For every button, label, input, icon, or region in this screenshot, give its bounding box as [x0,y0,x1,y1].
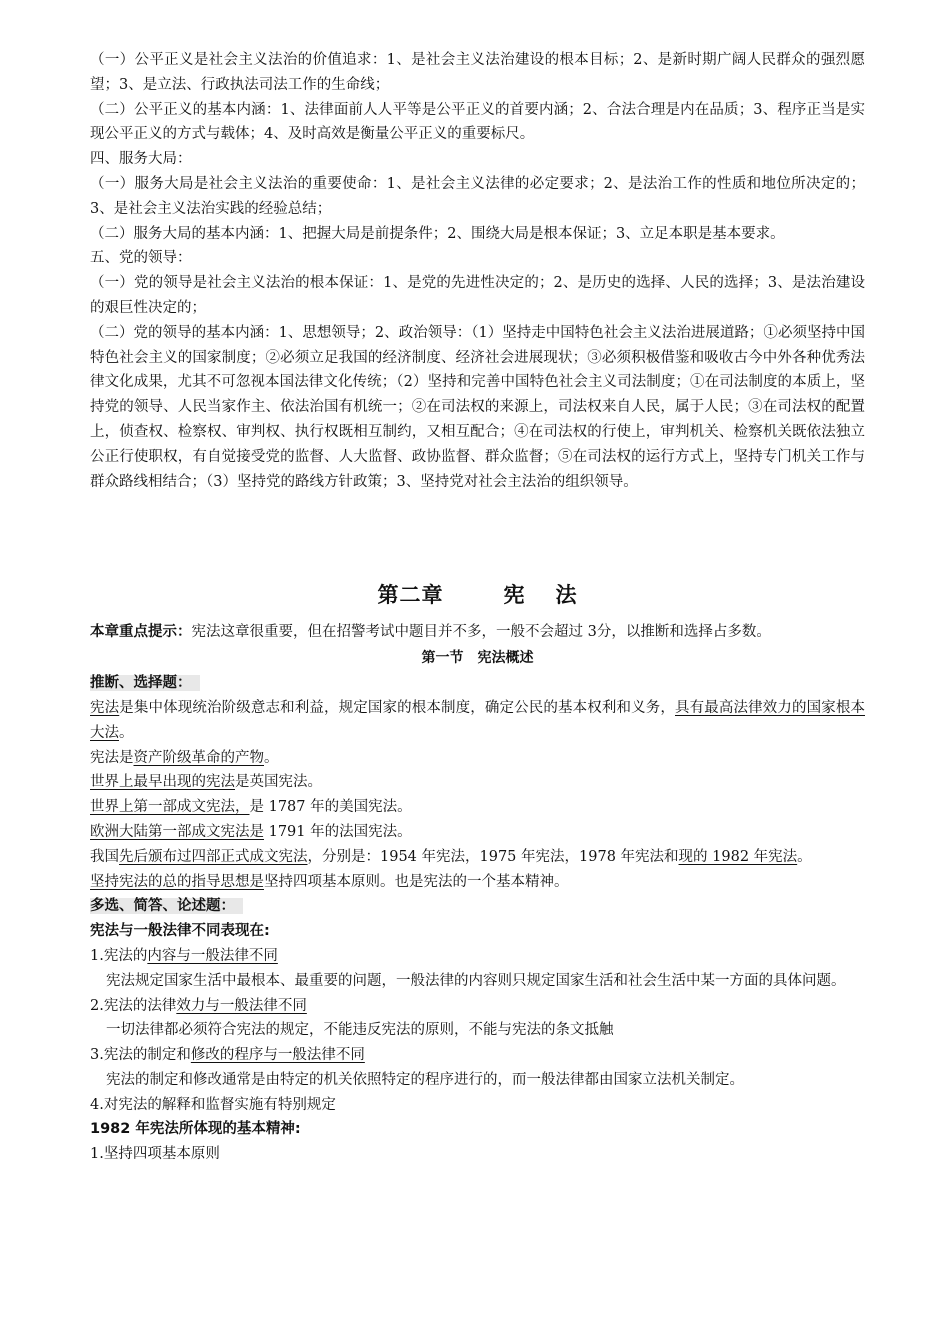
paragraph-serve-content: （二）服务大局的基本内涵：1、把握大局是前提条件；2、围绕大局是根本保证；3、立足本职是基本要求。 [90,225,785,242]
diff-item-1 [90,944,865,969]
text: 是集中体现统治阶级意志和利益，规定国家的根本制度，确定公民的基本权利和义务， [119,699,675,716]
underlined-text: 具有最高法律效力的国家根本大法 [90,699,865,741]
diff-heading: 宪法与一般法律不同表现在: [90,923,270,940]
underlined-text: 先后颁布过四部正式成文宪法 [119,848,308,865]
diff-item-1-text: 宪法规定国家生活中最根本、最重要的问题，一般法律的内容则只规定国家生活和社会生活中某一方面的具体问题。 [106,972,846,989]
diff-item-4: 4.对宪法的解释和监督实施有特别规定 [90,1096,336,1113]
diff-item-2 [90,994,865,1019]
judge-line-2 [90,746,865,771]
paragraph-party-guarantee: （一）党的领导是社会主义法治的根本保证：1、是党的先进性决定的；2、是历史的选择、人民的选择；3、是法治建设的艰巨性决定的； [90,275,865,316]
underlined-text: 内容与一般法律不同 [147,947,278,964]
heading-serve-overall: 四、服务大局： [90,151,192,168]
underlined-text: 效力与一般法律不同 [176,997,307,1014]
diff-item-3 [90,1043,865,1068]
text: ，分别是：1954 年宪法，1975 年宪法，1978 年宪法和 [307,848,679,865]
underlined-text: 资产阶级革命的产物 [133,749,264,766]
judge-line-1 [90,696,865,746]
text: 1791 年的法国宪法。 [264,823,412,840]
spirit-heading: 1982 年宪法所体现的基本精神: [90,1121,301,1138]
diff-item-3-text: 宪法的制定和修改通常是由特定的机关依照特定的程序进行的，而一般法律都由国家立法机关制定。 [106,1071,744,1088]
underlined-text: 修改的程序与一般法律不同 [190,1047,365,1064]
text: 是英国宪法。 [235,774,322,791]
paragraph-fairness-content: （二）公平正义的基本内涵：1、法律面前人人平等是公平正义的首要内涵；2、合法合理是内在品质；3、程序正当是实现公平正义的方式与载体；4、及时高效是衡量公平正义的重要标尺。 [90,101,865,143]
text: 1.宪法的 [90,947,148,964]
underlined-text: 宪法 [90,699,120,716]
multi-label: 多选、简答、论述题： [90,898,243,914]
chapter-word-2: 法 [555,583,578,608]
underlined-text: 坚持宪法的总的指导思想是 [90,873,264,890]
chapter-number: 第二章 [377,583,444,608]
text: 宪法是 [90,749,134,766]
text: 3.宪法的制定和 [90,1047,191,1064]
chapter-tip [90,620,865,645]
paragraph-party-content: （二）党的领导的基本内涵：1、思想领导；2、政治领导：（1）坚持走中国特色社会主义法治进展道路；①必须坚持中国特色社会主义的国家制度；②必须立足我国的经济制度、经济社会进展现状；③必须积极借鉴和吸收古今中外各种优秀法律文化成果，尤其不可忽视本国法律文化传统；（2）坚持和完善中国特色社会主义司法制度；①在司法制度的本质上，坚持党的领导、人民当家作主、依法治国有机统一；②在司法权的来源上，司法权来自人民，属于人民；③在司法权的配置上，侦查权、检察权、审判权、执行权既相互制约，又相互配合；④在司法权的行使上，审判机关、检察机关既依法独立公正行使职权，有自觉接受党的监督、人大监督、政协监督、群众监督；⑤在司法权的运行方式上，坚持专门机关工作与群众路线相结合；（3）坚持党的路线方针政策；3、坚持党对社会主法治的组织领导。 [90,324,865,490]
judge-heading [90,671,865,696]
chapter-title [90,578,865,612]
underlined-text: 世界上第一部成文宪法， [90,799,250,816]
text: 2.宪法的法律 [90,997,177,1014]
judge-line-4 [90,795,865,820]
judge-line-6 [90,845,865,870]
paragraph-fairness-pursuit: （一）公平正义是社会主义法治的价值追求：1、是社会主义法治建设的根本目标；2、是新时期广阔人民群众的强烈愿望；3、是立法、行政执法司法工作的生命线； [90,52,865,93]
judge-line-7 [90,870,865,895]
text: 坚持四项基本原则。也是宪法的一个基本精神。 [264,873,569,890]
text: 我国 [90,848,119,865]
spacer [90,494,865,578]
spirit-item-1: 1.坚持四项基本原则 [90,1146,220,1163]
text: 。 [264,749,279,766]
text: 。 [797,848,812,865]
judge-label: 推断、选择题： [90,675,200,691]
underlined-text: 欧洲大陆第一部成文宪法是 [90,823,264,840]
document-page [90,48,865,1167]
chapter-word-1: 宪 [503,583,526,608]
paragraph-serve-mission: （一）服务大局是社会主义法治的重要使命：1、是社会主义法律的必定要求；2、是法治工作的性质和地位所决定的；3、是社会主义法治实践的经验总结； [90,175,865,217]
text: 。 [119,724,134,741]
section-title: 第一节 宪法概述 [421,650,534,667]
tip-text: 宪法这章很重要，但在招警考试中题目并不多，一般不会超过 3分，以推断和选择占多数。 [191,624,771,641]
tip-label: 本章重点提示： [90,624,192,641]
judge-line-3 [90,770,865,795]
multi-heading [90,894,865,919]
heading-party-leadership: 五、党的领导： [90,250,192,267]
judge-line-5 [90,820,865,845]
underlined-text: 世界上最早出现的宪法 [90,774,235,791]
diff-item-2-text: 一切法律都必须符合宪法的规定，不能违反宪法的原则，不能与宪法的条文抵触 [106,1022,614,1039]
underlined-text: 现的 1982 年宪法 [678,848,798,865]
text: 是 1787 年的美国宪法。 [249,799,412,816]
